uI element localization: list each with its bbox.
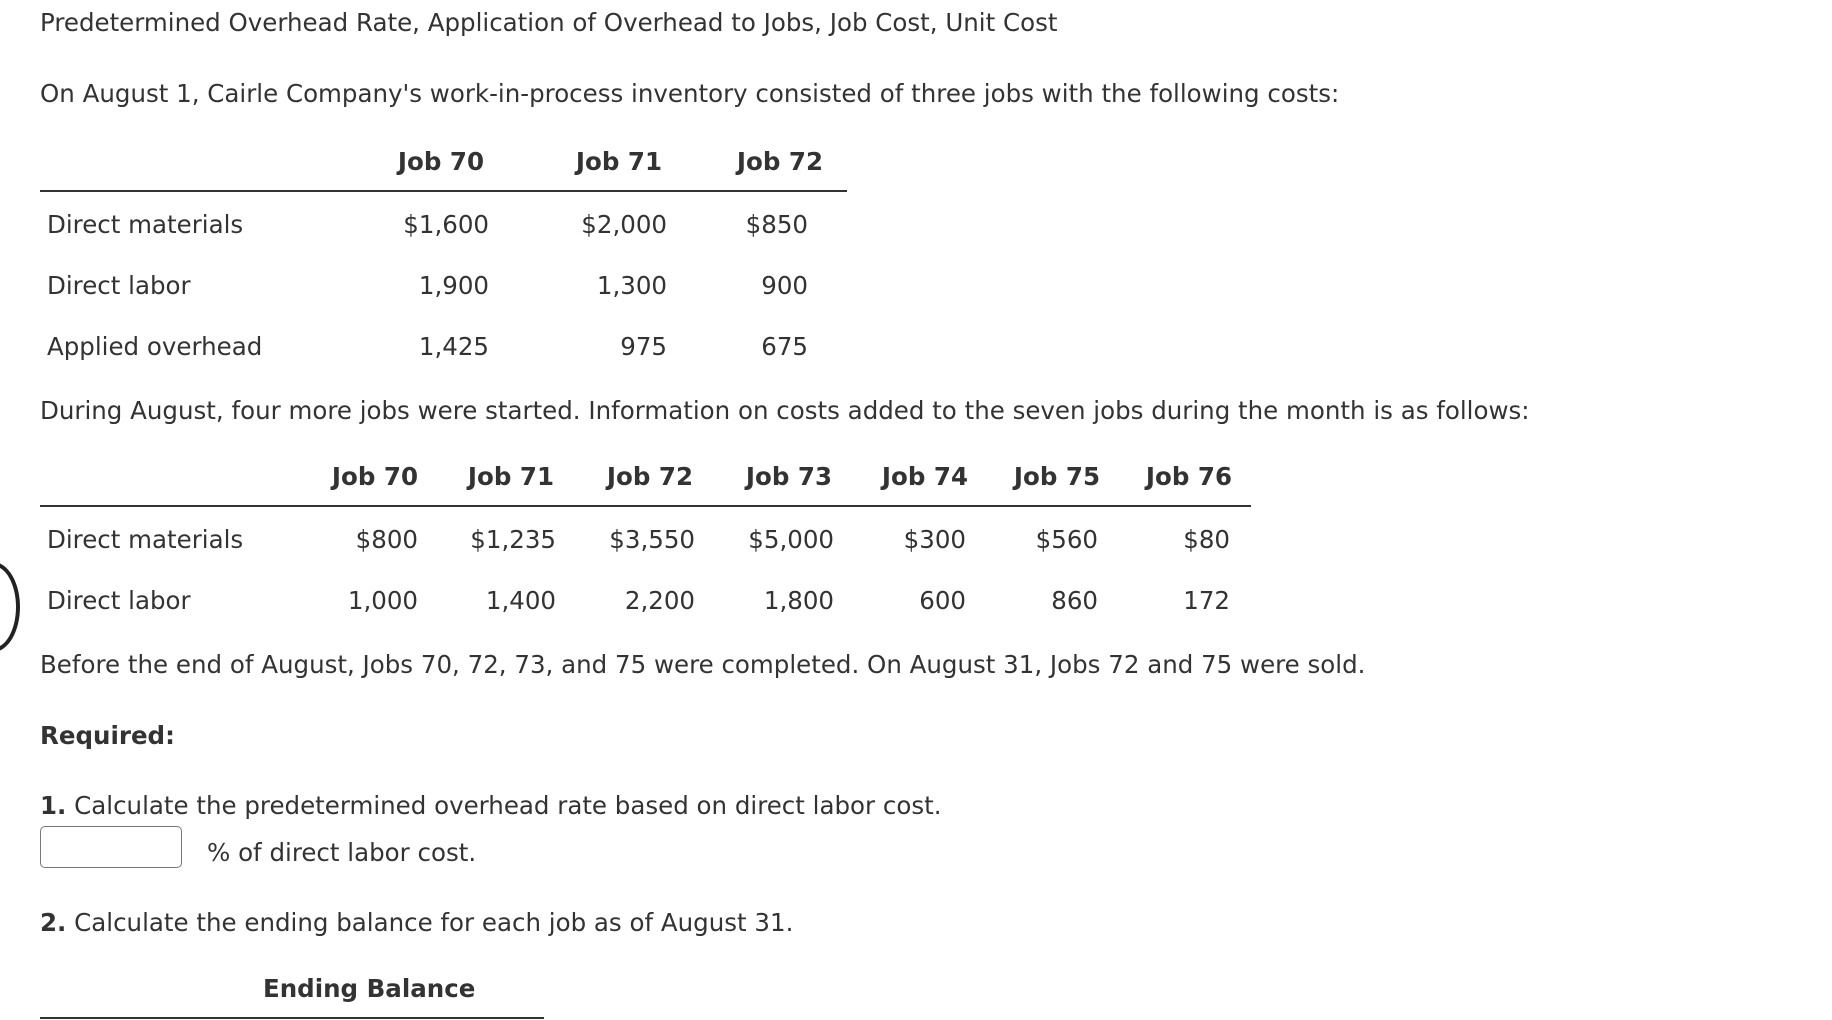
question-2-text: Calculate the ending balance for each job as of August 31.	[74, 908, 794, 937]
t1-cell: $850	[745, 210, 808, 239]
t1-row-label: Direct materials	[47, 210, 244, 239]
t1-row-label: Direct labor	[47, 271, 191, 300]
t1-cell: 1,425	[418, 332, 489, 361]
intro-paragraph: On August 1, Cairle Company's work-in-process inventory consisted of three jobs with the following costs:	[40, 79, 1340, 108]
t2-cell: 2,200	[624, 586, 695, 615]
t2-row-label: Direct materials	[47, 525, 244, 554]
t2-cell: 1,400	[485, 586, 556, 615]
t2-header-rule	[40, 505, 1251, 507]
question-2	[40, 908, 793, 937]
t2-cell: 1,000	[347, 586, 418, 615]
t2-cell: $5,000	[748, 525, 834, 554]
t2-header-job70: Job 70	[331, 462, 418, 491]
t1-cell: 1,900	[418, 271, 489, 300]
t2-row-label: Direct labor	[47, 586, 191, 615]
question-1	[40, 791, 942, 820]
t1-row-label: Applied overhead	[47, 332, 263, 361]
t2-cell: $800	[355, 525, 418, 554]
page-title: Predetermined Overhead Rate, Application of Overhead to Jobs, Job Cost, Unit Cost	[40, 8, 1058, 37]
t1-cell: 900	[761, 271, 808, 300]
t2-cell: $80	[1183, 525, 1230, 554]
question-1-text: Calculate the predetermined overhead rate based on direct labor cost.	[74, 791, 942, 820]
left-edge-arc	[0, 562, 20, 652]
required-label: Required:	[40, 721, 175, 750]
t1-header-job70: Job 70	[397, 147, 484, 176]
question-1-suffix: % of direct labor cost.	[207, 838, 477, 867]
t1-cell: 1,300	[596, 271, 667, 300]
t2-cell: $300	[903, 525, 966, 554]
august-paragraph: During August, four more jobs were started. Information on costs added to the seven jobs during the month is as follows:	[40, 396, 1530, 425]
ending-balance-rule	[40, 1017, 544, 1019]
t1-header-rule	[40, 190, 847, 192]
question-2-number: 2.	[40, 908, 67, 937]
overhead-rate-input[interactable]	[40, 826, 182, 868]
t1-header-job71: Job 71	[575, 147, 662, 176]
t2-cell: 1,800	[763, 586, 834, 615]
t2-cell: $1,235	[470, 525, 556, 554]
t2-header-job73: Job 73	[745, 462, 832, 491]
t2-header-job74: Job 74	[881, 462, 968, 491]
t1-header-job72: Job 72	[736, 147, 823, 176]
t1-cell: 675	[761, 332, 808, 361]
completion-paragraph: Before the end of August, Jobs 70, 72, 73, and 75 were completed. On August 31, Jobs 72 and 75 were sold.	[40, 650, 1366, 679]
t2-cell: $560	[1035, 525, 1098, 554]
question-1-number: 1.	[40, 791, 67, 820]
t2-header-job76: Job 76	[1145, 462, 1232, 491]
ending-balance-header: Ending Balance	[263, 974, 476, 1003]
t2-header-job72: Job 72	[606, 462, 693, 491]
t2-cell: $3,550	[609, 525, 695, 554]
t1-cell: $2,000	[581, 210, 667, 239]
t2-cell: 172	[1183, 586, 1230, 615]
t2-cell: 860	[1051, 586, 1098, 615]
t1-cell: 975	[620, 332, 667, 361]
t2-header-job75: Job 75	[1013, 462, 1100, 491]
t1-cell: $1,600	[403, 210, 489, 239]
t2-header-job71: Job 71	[467, 462, 554, 491]
t2-cell: 600	[919, 586, 966, 615]
